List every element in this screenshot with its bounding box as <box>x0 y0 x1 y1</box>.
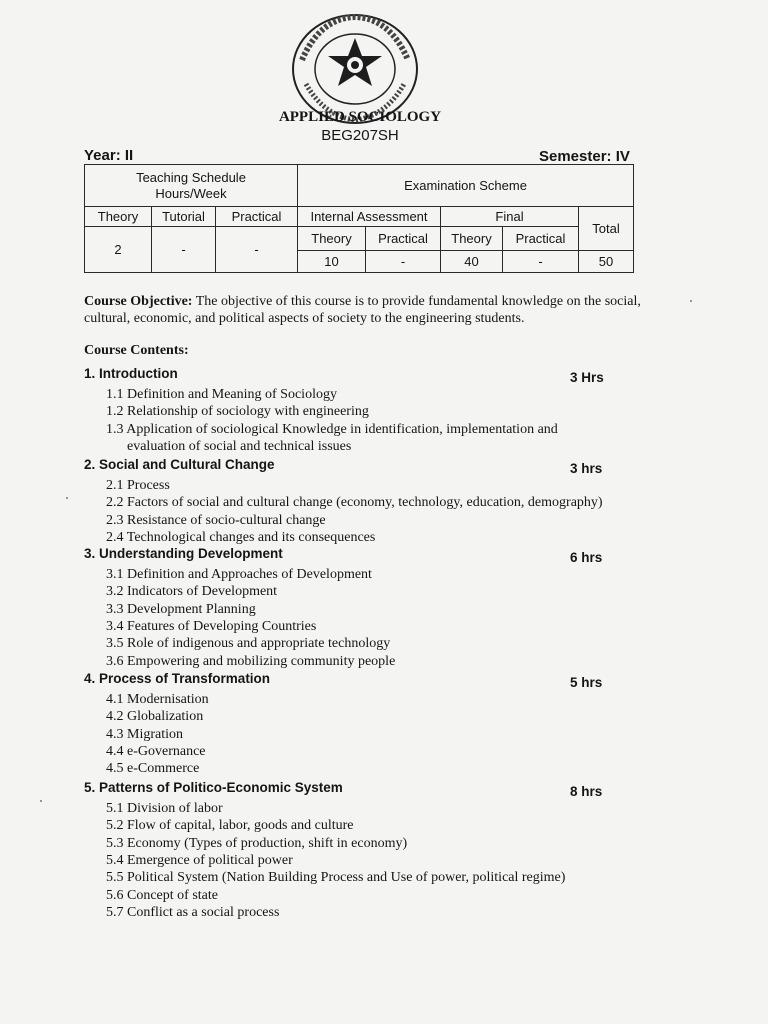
objective-label: Course Objective: <box>84 294 193 309</box>
section-hours: 5 hrs <box>570 675 603 690</box>
section-item: 4.1 Modernisation <box>106 692 209 707</box>
section-title: 5. Patterns of Politico-Economic System <box>84 780 343 795</box>
final-header: Final <box>441 207 579 227</box>
section-item: 3.6 Empowering and mobilizing community people <box>106 653 396 669</box>
objective-text: The objective of this course is to provide fundamental knowledge on the social, cultural, economic, and political aspects of society to the engineering students. <box>84 294 641 326</box>
section-item: 3.1 Definition and Approaches of Development <box>106 567 372 582</box>
section-hours: 6 hrs <box>570 550 603 565</box>
section-item: 3.2 Indicators of Development <box>106 584 278 600</box>
section-item: 3.3 Development Planning <box>106 601 256 617</box>
section-item: 3.4 Features of Developing Countries <box>106 618 317 634</box>
section-item: evaluation of social and technical issues <box>106 438 352 454</box>
schedule-table <box>84 164 634 273</box>
section-item: 5.2 Flow of capital, labor, goods and culture <box>106 818 354 834</box>
section-title: 3. Understanding Development <box>84 546 283 561</box>
theory-header: Theory <box>85 207 152 227</box>
section-item: 2.1 Process <box>106 478 170 493</box>
section-item: 2.4 Technological changes and its consequences <box>106 529 376 545</box>
section-item: 1.1 Definition and Meaning of Sociology <box>106 387 337 402</box>
section-hours: 3 hrs <box>570 461 603 476</box>
section-item: 4.2 Globalization <box>106 709 204 725</box>
section-item: 1.3 Application of sociological Knowledge in identification, implementation and <box>106 421 558 437</box>
course-contents-label: Course Contents: <box>84 343 189 358</box>
section-hours: 3 Hrs <box>570 370 604 385</box>
ia-theory-header: Theory <box>298 227 366 251</box>
final-theory-header: Theory <box>441 227 503 251</box>
section-item: 4.4 e-Governance <box>106 743 206 759</box>
semester-label: Semester: IV <box>539 148 630 165</box>
total-marks: 50 <box>579 251 634 273</box>
ia-practical-marks: - <box>366 251 441 273</box>
scan-speck <box>690 300 692 302</box>
final-practical-marks: - <box>503 251 579 273</box>
section-item: 5.3 Economy (Types of production, shift in economy) <box>106 835 408 851</box>
year-label: Year: II <box>84 147 134 164</box>
section-item: 5.7 Conflict as a social process <box>106 904 280 920</box>
total-header: Total <box>579 207 634 251</box>
section-item: 2.3 Resistance of socio-cultural change <box>106 512 326 528</box>
section-item: 2.2 Factors of social and cultural change (economy, technology, education, demography) <box>106 495 603 511</box>
section-item: 4.5 e-Commerce <box>106 761 200 777</box>
section-item: 5.6 Concept of state <box>106 887 218 903</box>
section-title: 1. Introduction <box>84 366 178 381</box>
theory-hours-cell: 2 <box>85 227 152 273</box>
internal-assessment-header: Internal Assessment <box>298 207 441 227</box>
section-item: 5.5 Political System (Nation Building Process and Use of power, political regime) <box>106 870 566 886</box>
ia-theory-marks: 10 <box>298 251 366 273</box>
section-item: 3.5 Role of indigenous and appropriate technology <box>106 636 391 652</box>
scan-speck <box>40 800 42 802</box>
course-code: BEG207SH <box>321 127 399 144</box>
scan-speck <box>66 497 68 499</box>
tutorial-hours-cell: - <box>152 227 216 273</box>
section-hours: 8 hrs <box>570 784 603 799</box>
ia-practical-header: Practical <box>366 227 441 251</box>
practical-header: Practical <box>216 207 298 227</box>
section-title: 4. Process of Transformation <box>84 671 271 686</box>
section-item: 5.4 Emergence of political power <box>106 852 293 868</box>
teaching-schedule-header: Teaching Schedule Hours/Week <box>85 165 298 207</box>
examination-scheme-header: Examination Scheme <box>298 165 634 207</box>
section-item: 5.1 Division of labor <box>106 801 223 816</box>
tutorial-header: Tutorial <box>152 207 216 227</box>
course-title: APPLIED SOCIOLOGY <box>278 109 442 125</box>
section-item: 1.2 Relationship of sociology with engineering <box>106 404 369 420</box>
final-theory-marks: 40 <box>441 251 503 273</box>
course-objective <box>84 293 644 327</box>
practical-hours-cell: - <box>216 227 298 273</box>
section-title: 2. Social and Cultural Change <box>84 457 275 472</box>
section-item: 4.3 Migration <box>106 726 183 742</box>
final-practical-header: Practical <box>503 227 579 251</box>
